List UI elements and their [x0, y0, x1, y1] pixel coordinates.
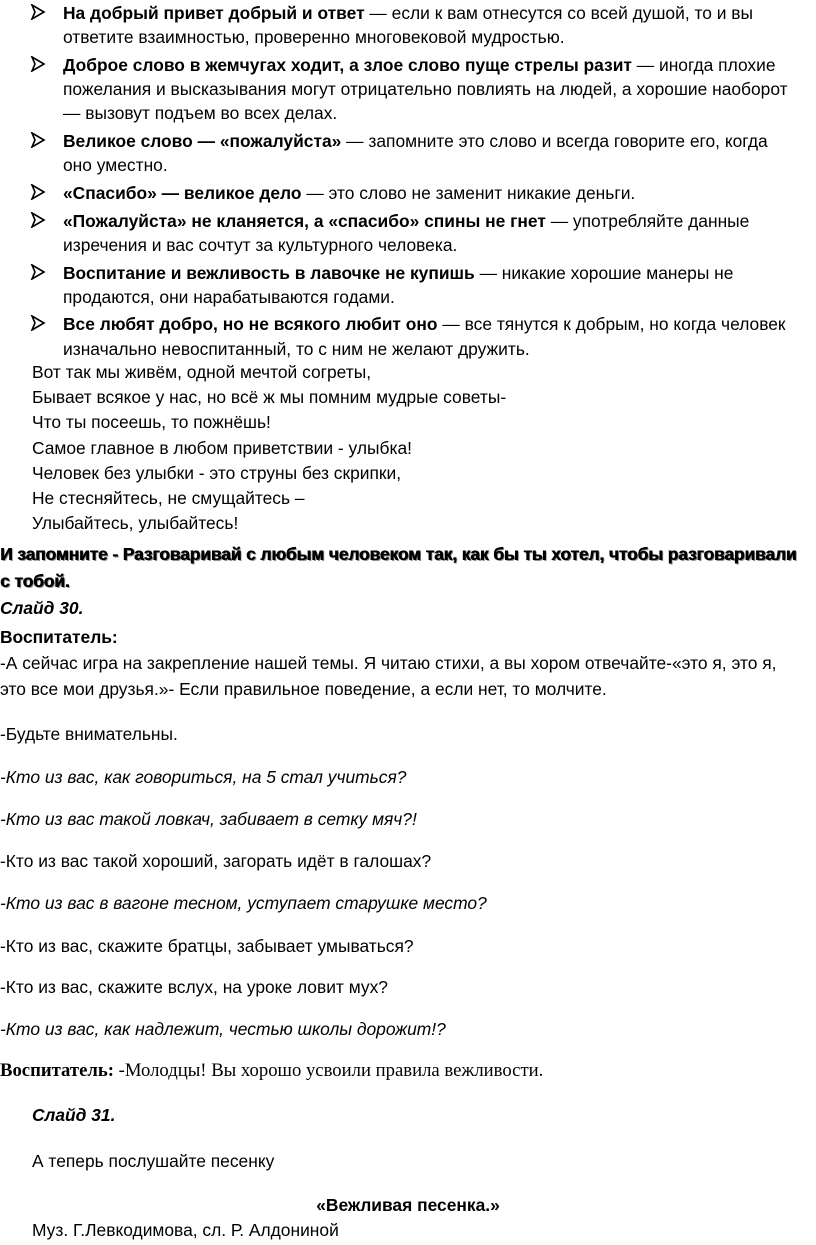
proverb-item [30, 1, 800, 49]
poem-line: Вот так мы живём, одной мечтой согреты, [32, 362, 372, 382]
proverb-text: «Пожалуйста» не кланяется, а «спасибо» спины не гнет [63, 210, 546, 231]
poem-line: Что ты посеешь, то пожнёшь! [32, 412, 271, 433]
question-line: -Кто из вас, скажите братцы, забывает умываться? [0, 936, 414, 956]
song-intro: А теперь послушайте песенку [32, 1151, 275, 1171]
poem-line: Человек без улыбки - это струны без скрипки, [32, 462, 402, 483]
proverb-explanation: — запомните это слово и всегда говорите его, когда оно уместно. [63, 131, 768, 176]
proverb-explanation: — употребляйте данные изречения и вас сочтут за культурного человека. [63, 210, 750, 255]
speaker-label: Воспитатель: [0, 1060, 114, 1081]
arrow-bullet-icon [30, 212, 46, 228]
proverb-text: Великое слово — «пожалуйста» [63, 131, 342, 152]
proverb-item [30, 261, 800, 309]
arrow-bullet-icon [30, 4, 46, 20]
poem-line: Самое главное в любом приветствии - улыбка! [32, 437, 412, 458]
proverb-item [30, 209, 800, 257]
proverb-explanation: — все тянутся к добрым, но когда человек изначально невоспитанный, то с ним не желают дружить. [63, 314, 786, 359]
proverb-explanation: — если к вам отнесутся со всей душой, то и вы ответите взаимностью, проверенно многовековой мудростью. [63, 3, 754, 48]
arrow-bullet-icon [30, 264, 46, 280]
proverb-explanation: — никакие хорошие манеры не продаются, они нарабатываются годами. [63, 262, 734, 307]
question-line: -Кто из вас, как надлежит, честью школы дорожит!? [0, 1019, 446, 1039]
proverb-text: «Спасибо» — великое дело [63, 182, 302, 203]
question-line: -Кто из вас, как говориться, на 5 стал учиться? [0, 767, 407, 787]
verdict-line [0, 1060, 543, 1082]
proverb-list [30, 1, 800, 364]
question-line: -Кто из вас в вагоне тесном, уступает старушке место? [0, 893, 487, 913]
poem-line: Бывает всякое у нас, но всё ж мы помним мудрые советы- [32, 387, 507, 408]
proverb-item [30, 181, 800, 205]
slide-31-heading: Слайд 31. [32, 1105, 116, 1125]
proverb-text: Доброе слово в жемчугах ходит, а злое слово пуще стрелы разит [63, 54, 632, 75]
question-line: -Кто из вас такой ловкач, забивает в сетку мяч?! [0, 809, 417, 829]
poem [32, 360, 792, 536]
attention-line: -Будьте внимательны. [0, 724, 178, 744]
verdict-text: -Молодцы! Вы хорошо усвоили правила вежливости. [113, 1060, 544, 1081]
arrow-bullet-icon [30, 56, 46, 72]
proverb-explanation: — это слово не заменит никакие деньги. [301, 182, 636, 203]
song-title: «Вежливая песенка.» [316, 1195, 500, 1215]
question-line: -Кто из вас такой хороший, загорать идёт в галошах? [0, 851, 432, 871]
proverb-text: Все любят добро, но не всякого любит оно [63, 314, 438, 335]
slide-30-heading: Слайд 30. [0, 598, 84, 618]
arrow-bullet-icon [30, 315, 46, 331]
song-credits: Муз. Г.Левкодимова, сл. Р. Алдониной [32, 1220, 339, 1240]
poem-line: Не стесняйтесь, не смущайтесь – [32, 488, 305, 509]
proverb-item [30, 53, 800, 126]
proverb-text: Воспитание и вежливость в лавочке не купишь [63, 262, 475, 283]
arrow-bullet-icon [30, 132, 46, 148]
poem-line: Улыбайтесь, улыбайтесь! [32, 513, 239, 534]
game-intro: -А сейчас игра на закрепление нашей темы. Я читаю стихи, а вы хором отвечайте-«это я, это я, это все мои друзья.»- Если правильное поведение, а если нет, то молчите. [0, 653, 777, 699]
remember-rule: И запомните - Разговаривай с любым человеком так, как бы ты хотел, чтобы разговаривали с тобой. [0, 544, 797, 591]
arrow-bullet-icon [30, 184, 46, 200]
proverb-item [30, 129, 800, 177]
proverb-explanation: — иногда плохие пожелания и высказывания могут отрицательно повлиять на людей, а хорошие наоборот — вызовут подъем во всех делах. [63, 54, 788, 124]
question-line: -Кто из вас, скажите вслух, на уроке ловит мух? [0, 977, 388, 997]
speaker-label: Воспитатель: [0, 627, 118, 647]
proverb-item [30, 312, 800, 360]
proverb-text: На добрый привет добрый и ответ [63, 3, 365, 23]
